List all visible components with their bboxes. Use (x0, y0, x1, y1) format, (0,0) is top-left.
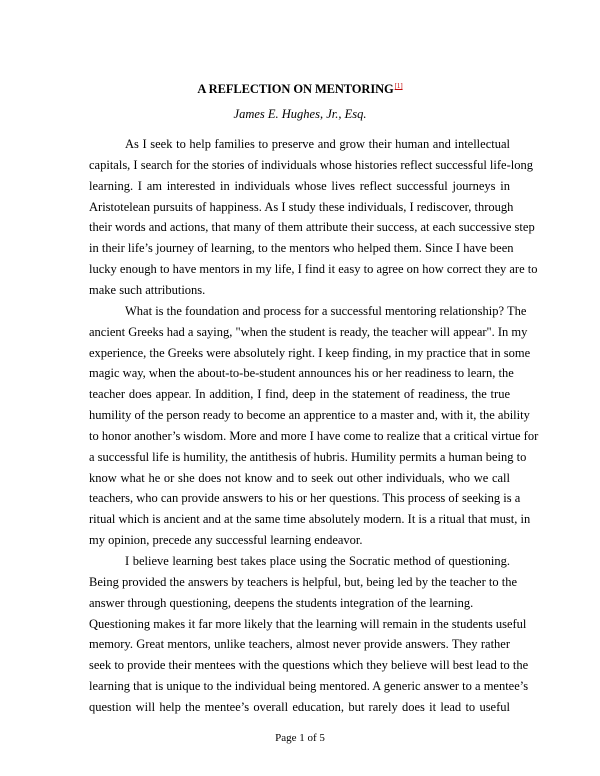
text-line: make such attributions. (89, 282, 206, 297)
text-line: seek to provide their mentees with the questions which they believe will best lead to the (89, 658, 529, 673)
text-line: Being provided the answers by teachers is helpful, but, being led by the teacher to the (89, 574, 517, 589)
text-line: What is the foundation and process for a successful mentoring relationship? The (125, 303, 527, 318)
text-line: memory. Great mentors, unlike teachers, almost never provide answers. They rather (89, 637, 510, 652)
text-line: learning. I am interested in individuals whose lives reflect successful journeys in (89, 178, 510, 193)
text-line: their words and actions, that many of them attribute their success, at each successive step (89, 220, 535, 235)
text-line: experience, the Greeks were absolutely right. I keep finding, in my practice that in some (89, 345, 531, 360)
text-line: teacher does appear. In addition, I find, deep in the statement of readiness, the true (89, 387, 510, 402)
text-line: capitals, I search for the stories of individuals whose histories reflect successful life-long (89, 157, 533, 172)
text-line: I believe learning best takes place using the Socratic method of questioning. (125, 554, 510, 568)
text-line: to honor another’s wisdom. More and more I have come to realize that a critical virtue for (89, 428, 539, 443)
text-line: question will help the mentee’s overall education, but rarely does it lead to useful (89, 699, 510, 714)
text-line: ancient Greeks had a saying, "when the student is ready, the teacher will appear". In my (89, 324, 528, 339)
text-line: teachers, who can provide answers to his or her questions. This process of seeking is a (89, 491, 521, 506)
author-line: James E. Hughes, Jr., Esq. (233, 107, 367, 121)
text-line: ritual which is ancient and at the same time absolutely modern. It is a ritual that must, in (89, 512, 531, 527)
footnote-link[interactable]: [1] (394, 82, 403, 90)
text-line: my opinion, precede any successful learning endeavor. (89, 533, 363, 548)
text-line: humility of the person ready to become an apprentice to a master and, with it, the ability (89, 408, 530, 423)
document-title (0, 82, 600, 97)
text-line: Questioning makes it far more likely that the learning will remain in the students useful (89, 616, 527, 631)
text-line: a successful life is humility, the antithesis of hubris. Humility permits a human being to (89, 449, 527, 464)
text-line: know what he or she does not know and to seek out other individuals, who we call (89, 470, 510, 485)
text-line: Aristotelean pursuits of happiness. As I study these individuals, I rediscover, through (89, 199, 514, 214)
text-line: in their life’s journey of learning, to the mentors who helped them. Since I have been (89, 241, 514, 256)
text-line: As I seek to help families to preserve and grow their human and intellectual (125, 137, 510, 151)
title-text: A REFLECTION ON MENTORING (197, 82, 394, 96)
text-line: lucky enough to have mentors in my life, I find it easy to agree on how correct they are to (89, 262, 538, 277)
text-line: answer through questioning, deepens the students integration of the learning. (89, 595, 474, 610)
text-line: magic way, when the about-to-be-student announces his or her readiness to learn, the (89, 366, 514, 381)
text-line: learning that is unique to the individual being mentored. A generic answer to a mentee’s (89, 679, 529, 694)
page-footer: Page 1 of 5 (275, 732, 325, 744)
